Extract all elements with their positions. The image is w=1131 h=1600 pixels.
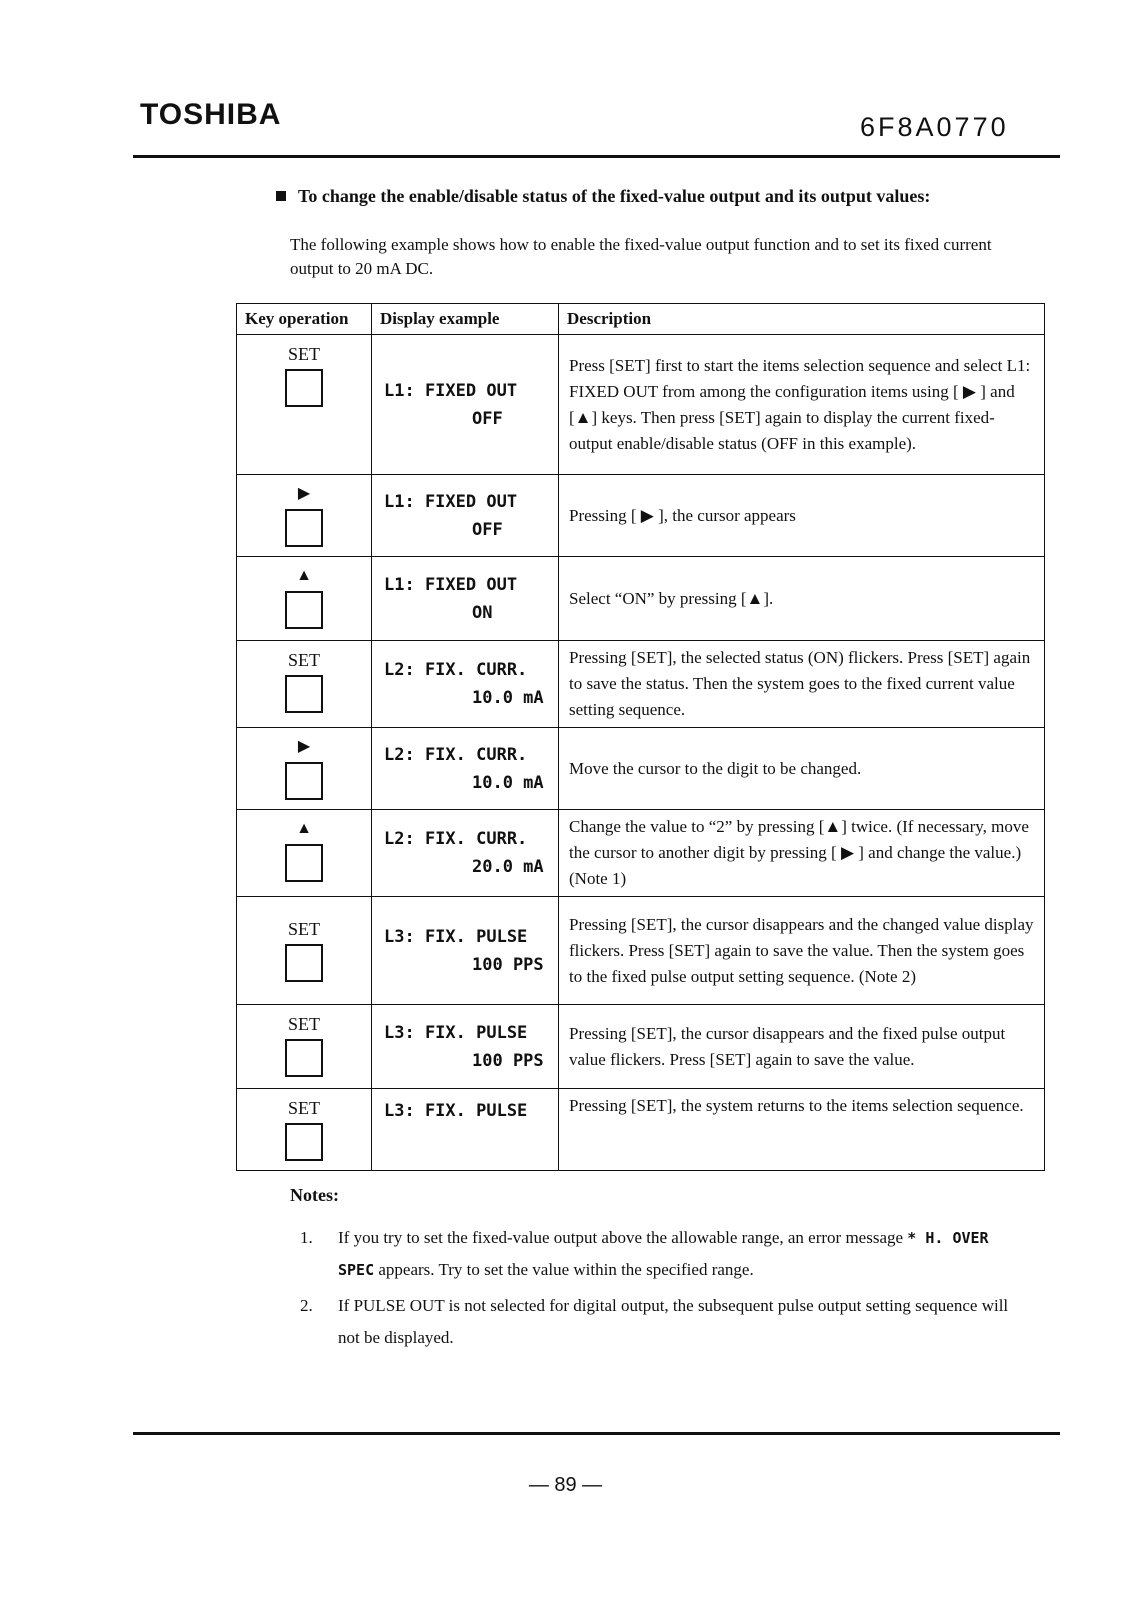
table-row: [237, 1005, 1045, 1089]
up-arrow-key-icon: ▲: [296, 820, 312, 837]
description-cell: Pressing [SET], the cursor disappears and the changed value display flickers. Press [SET] again to save the value. Then the system goes to the fixed pulse output setting sequence. (Note 2): [559, 897, 1045, 1005]
document-number: 6F8A0770: [860, 112, 1009, 142]
header-display-example: Display example: [372, 304, 559, 335]
page-number: — 89 —: [528, 1474, 603, 1496]
key-button-icon: [285, 844, 323, 882]
table-row: [237, 641, 1045, 728]
table-row: [237, 810, 1045, 897]
key-cell: [237, 810, 372, 897]
note-item: [300, 1290, 1020, 1354]
table-row: [237, 335, 1045, 475]
display-line1: L2: FIX. CURR.: [384, 829, 528, 849]
key-label: SET: [287, 1098, 320, 1118]
note-text-a: If you try to set the fixed-value output above the allowable range, an error message: [338, 1228, 904, 1247]
key-button-icon: [285, 1039, 323, 1077]
note-number: 2.: [300, 1296, 313, 1315]
note-text: If PULSE OUT is not selected for digital output, the subsequent pulse output setting sequence will not be displayed.: [338, 1296, 1009, 1347]
display-cell: [372, 335, 559, 475]
toshiba-logo: TOSHIBA: [140, 98, 282, 131]
key-cell: [237, 897, 372, 1005]
key-button-icon: [285, 509, 323, 547]
key-button-icon: [285, 675, 323, 713]
right-arrow-key-icon: ▶: [297, 738, 311, 755]
header-rule: [133, 155, 1060, 158]
description-cell: Select “ON” by pressing [▲].: [559, 557, 1045, 641]
display-line1: L2: FIX. CURR.: [384, 660, 528, 680]
key-cell: [237, 475, 372, 557]
bullet-square-icon: [276, 191, 286, 201]
key-button-icon: [285, 944, 323, 982]
key-label: SET: [287, 344, 320, 364]
display-cell: [372, 728, 559, 810]
description-cell: Press [SET] first to start the items selection sequence and select L1: FIXED OUT from among the configuration items using [ ▶ ] and [▲] keys. Then press [SET] again to display the current fixed-output enable/disable status (OFF in this example).: [559, 335, 1045, 475]
key-cell: [237, 1005, 372, 1089]
key-button-icon: [285, 591, 323, 629]
display-line2: 10.0 mA: [472, 772, 544, 793]
table-row: [237, 557, 1045, 641]
display-line1: L1: FIXED OUT: [384, 574, 518, 595]
right-arrow-key-icon: ▶: [297, 485, 311, 502]
display-cell: [372, 641, 559, 728]
note-item: [300, 1222, 1020, 1286]
display-line2: 100 PPS: [472, 1050, 544, 1071]
table-row: [237, 475, 1045, 557]
key-cell: [237, 728, 372, 810]
display-line1: L3: FIX. PULSE: [384, 1101, 528, 1121]
intro-paragraph: The following example shows how to enable the fixed-value output function and to set its fixed current output to 20 mA DC.: [290, 235, 992, 278]
key-label: SET: [287, 919, 320, 939]
table-row: [237, 1089, 1045, 1171]
table-header-row: [237, 304, 1045, 335]
display-cell: [372, 1005, 559, 1089]
display-line2: ON: [472, 602, 493, 623]
footer-rule: [133, 1432, 1060, 1435]
display-cell: [372, 810, 559, 897]
note-text: [300, 1222, 1020, 1286]
display-line2: OFF: [472, 519, 503, 540]
display-line2: 10.0 mA: [472, 688, 544, 708]
key-cell: [237, 335, 372, 475]
note-number: 1.: [300, 1228, 313, 1247]
description-cell: Pressing [ ▶ ], the cursor appears: [559, 475, 1045, 557]
key-button-icon: [285, 369, 323, 407]
display-line1: L3: FIX. PULSE: [384, 1022, 528, 1043]
display-cell: [372, 475, 559, 557]
error-message-code: * H. OVER SPEC: [338, 1229, 989, 1279]
note-text-b: appears. Try to set the value within the specified range.: [378, 1260, 754, 1279]
key-cell: [237, 1089, 372, 1171]
key-label: SET: [287, 650, 320, 670]
display-line1: L2: FIX. CURR.: [384, 744, 528, 765]
display-cell: [372, 897, 559, 1005]
description-cell: Pressing [SET], the system returns to the items selection sequence.: [559, 1089, 1045, 1171]
header-key-operation: Key operation: [237, 304, 372, 335]
display-line1: L1: FIXED OUT: [384, 491, 518, 512]
description-cell: Pressing [SET], the cursor disappears and the fixed pulse output value flickers. Press [SET] again to save the value.: [559, 1005, 1045, 1089]
key-button-icon: [285, 762, 323, 800]
description-cell: Change the value to “2” by pressing [▲] twice. (If necessary, move the cursor to another digit by pressing [ ▶ ] and change the value.) (Note 1): [559, 810, 1045, 897]
display-line2: OFF: [472, 408, 503, 429]
table-row: [237, 897, 1045, 1005]
key-cell: [237, 641, 372, 728]
notes-title: Notes:: [290, 1185, 339, 1205]
display-line2: 20.0 mA: [472, 857, 544, 877]
section-heading: [276, 186, 930, 207]
key-operation-table: [236, 303, 1045, 1171]
key-label: SET: [287, 1014, 320, 1034]
section-heading-text: To change the enable/disable status of the fixed-value output and its output values:: [298, 186, 931, 206]
display-line1: L3: FIX. PULSE: [384, 926, 528, 947]
key-cell: [237, 557, 372, 641]
display-line2: 100 PPS: [472, 954, 544, 975]
description-cell: Move the cursor to the digit to be changed.: [559, 728, 1045, 810]
up-arrow-key-icon: ▲: [296, 567, 312, 584]
display-cell: [372, 557, 559, 641]
key-button-icon: [285, 1123, 323, 1161]
header-description: Description: [559, 304, 1045, 335]
display-line1: L1: FIXED OUT: [384, 380, 518, 401]
display-cell: [372, 1089, 559, 1171]
description-cell: Pressing [SET], the selected status (ON) flickers. Press [SET] again to save the status. Then the system goes to the fixed current value setting sequence.: [559, 641, 1045, 728]
table-row: [237, 728, 1045, 810]
